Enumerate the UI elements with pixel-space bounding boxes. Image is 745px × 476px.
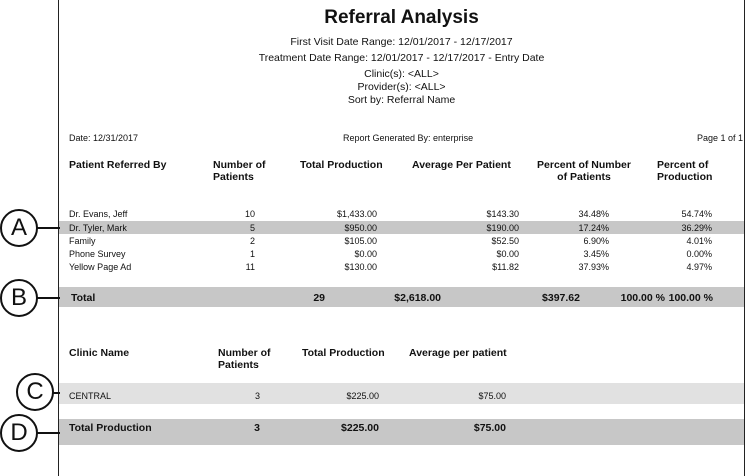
row-count: 2 (249, 236, 255, 246)
total-label: Total (71, 292, 96, 304)
callout-marker-b: B (0, 279, 38, 317)
header-line: Patients (213, 171, 254, 183)
row-total: $950.00 (344, 223, 377, 233)
page-number: Page 1 of 1 (696, 133, 743, 143)
providers-filter: Provider(s): <ALL> (357, 81, 446, 93)
report-title: Referral Analysis (324, 7, 479, 28)
row-total: $105.00 (344, 236, 377, 246)
row-count: 10 (244, 209, 255, 219)
row-avg: $52.50 (491, 236, 519, 246)
row-name: Dr. Evans, Jeff (69, 209, 128, 219)
clinic-row-total: $225.00 (346, 391, 379, 401)
header-number-of-patients (213, 159, 266, 183)
header-average-per-patient: Average Per Patient (412, 159, 511, 171)
total-pct-production: 100.00 % (668, 292, 713, 304)
row-avg: $11.82 (492, 262, 519, 272)
sort-by: Sort by: Referral Name (347, 94, 456, 106)
header-line: Percent of Number (537, 159, 631, 171)
row-total: $130.00 (344, 262, 377, 272)
total-production: $2,618.00 (394, 292, 441, 304)
callout-marker-a: A (0, 209, 38, 247)
clinic-row-name: CENTRAL (69, 391, 112, 401)
clinics-filter: Clinic(s): <ALL> (364, 68, 439, 80)
row-avg: $143.30 (486, 209, 519, 219)
row-pct-patients: 3.45% (583, 249, 609, 259)
callout-marker-c: C (16, 373, 54, 411)
total-average: $397.62 (542, 292, 580, 304)
row-pct-production: 4.01% (686, 236, 712, 246)
treatment-range: Treatment Date Range: 12/01/2017 - 12/17/2017 - Entry Date (258, 52, 545, 64)
clinic-row-count: 3 (254, 391, 260, 401)
clinic-row-avg: $75.00 (478, 391, 506, 401)
header-total-production: Total Production (300, 159, 383, 171)
row-pct-production: 36.29% (681, 223, 712, 233)
header-line: of Patients (557, 171, 611, 183)
row-avg: $0.00 (496, 249, 519, 259)
row-pct-patients: 17.24% (578, 223, 609, 233)
header-line: Patients (218, 359, 259, 371)
header-percent-of-patients (529, 159, 639, 183)
clinic-total-average: $75.00 (473, 422, 506, 434)
marker-d-line (36, 432, 60, 434)
header-referred-by: Patient Referred By (69, 159, 167, 171)
row-avg: $190.00 (486, 223, 519, 233)
callout-marker-d: D (0, 414, 38, 452)
total-count: 29 (313, 292, 325, 304)
row-pct-production: 4.97% (686, 262, 712, 272)
total-pct-patients: 100.00 % (620, 292, 665, 304)
header-clinic-number-of-patients (218, 347, 271, 371)
row-name: Dr. Tyler, Mark (69, 223, 127, 233)
marker-b-line (36, 297, 60, 299)
row-pct-patients: 37.93% (578, 262, 609, 272)
report-date: Date: 12/31/2017 (69, 133, 139, 143)
header-line: Production (657, 171, 713, 183)
clinic-row-band (59, 383, 744, 404)
row-name: Yellow Page Ad (69, 262, 132, 272)
marker-a-line (36, 227, 60, 229)
highlight-band-row-a (59, 221, 744, 234)
row-pct-patients: 34.48% (578, 209, 609, 219)
header-clinic-name: Clinic Name (69, 347, 130, 359)
header-line: Number of (218, 347, 271, 359)
row-total: $1,433.00 (336, 209, 377, 219)
clinic-total-production: $225.00 (341, 422, 379, 434)
row-count: 11 (245, 262, 255, 272)
header-clinic-total-production: Total Production (302, 347, 385, 359)
row-name: Phone Survey (69, 249, 126, 259)
header-percent-of-production (657, 159, 712, 183)
row-count: 5 (249, 223, 255, 233)
row-name: Family (69, 236, 96, 246)
row-count: 1 (249, 249, 255, 259)
clinic-total-count: 3 (254, 422, 260, 434)
header-line: Number of (213, 159, 266, 171)
report-page (58, 0, 745, 476)
generated-by: Report Generated By: enterprise (343, 133, 474, 143)
clinic-total-band (59, 419, 744, 445)
clinic-total-label: Total Production (69, 422, 152, 434)
row-total: $0.00 (354, 249, 377, 259)
row-pct-production: 54.74% (681, 209, 712, 219)
row-pct-production: 0.00% (686, 249, 712, 259)
header-line: Percent of (657, 159, 709, 171)
row-pct-patients: 6.90% (583, 236, 609, 246)
header-clinic-average-per-patient: Average per patient (409, 347, 507, 359)
first-visit-range: First Visit Date Range: 12/01/2017 - 12/17/2017 (290, 36, 513, 48)
